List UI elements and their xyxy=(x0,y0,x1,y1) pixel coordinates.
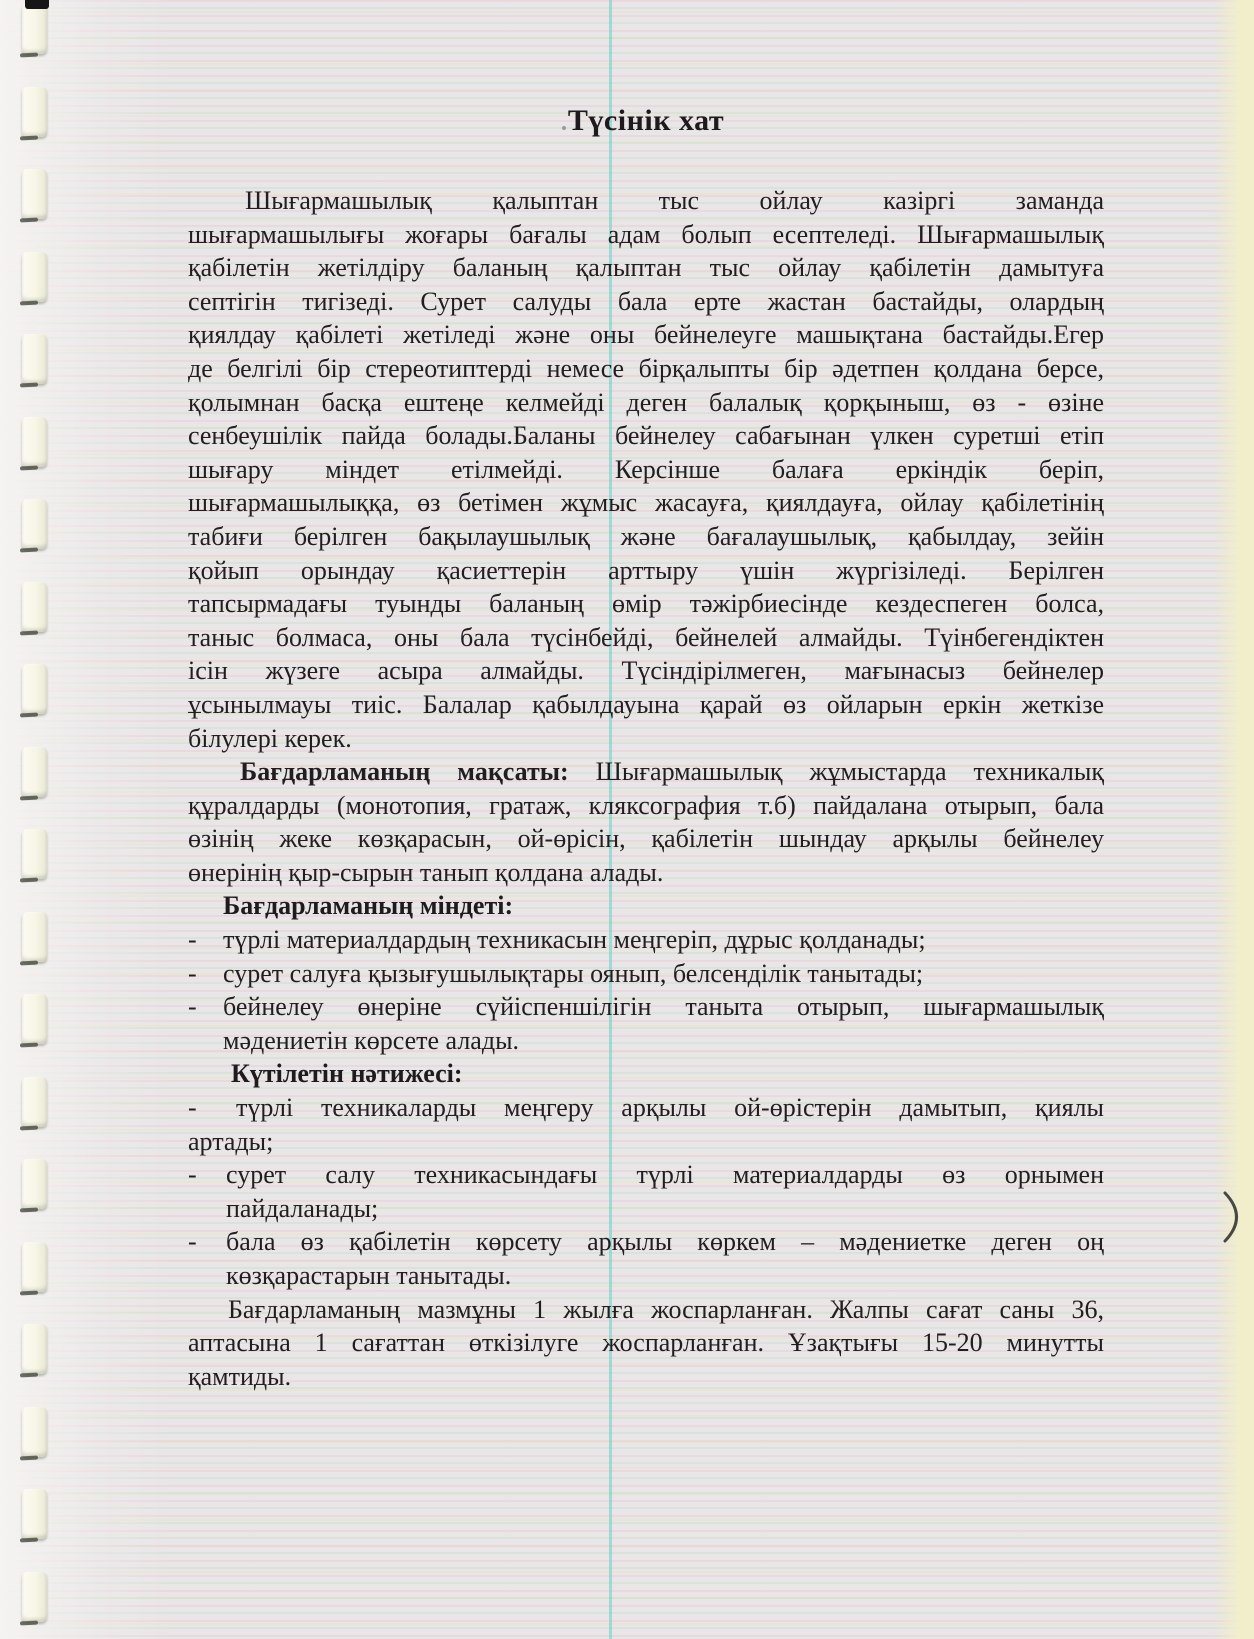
text-line: Бағдарламаның мақсаты: Шығармашылық жұмыстарда техникалық xyxy=(240,757,1104,787)
binding-hole xyxy=(22,1489,47,1539)
text-line: қамтиды. xyxy=(188,1361,292,1391)
hole-shadow xyxy=(20,1125,38,1130)
document-title: Түсінік хат xyxy=(567,104,725,137)
text-line: аптасына 1 сағаттан өткізілуге жоспарланған. Ұзақтығы 15-20 минутты xyxy=(188,1328,1104,1358)
text-line: бала өз қабілетін көрсету арқылы көркем – мәдениетке деген оң xyxy=(226,1227,1104,1257)
hole-shadow xyxy=(20,1373,38,1378)
binding-hole xyxy=(22,1407,47,1457)
hole-shadow xyxy=(20,795,38,800)
binding-hole xyxy=(22,582,47,632)
hole-shadow xyxy=(20,1290,38,1295)
hole-shadow xyxy=(20,218,38,223)
hole-shadow xyxy=(20,1208,38,1213)
list-dash: - xyxy=(188,992,197,1022)
hole-shadow xyxy=(20,465,38,470)
document-body xyxy=(188,184,1104,1393)
text-line: құралдарды (монотопия, гратаж, кляксография т.б) пайдалана отырып, бала xyxy=(188,790,1104,820)
hole-shadow xyxy=(20,630,38,635)
hole-shadow xyxy=(20,300,38,305)
list-dash: - xyxy=(188,1093,197,1123)
binding-hole xyxy=(22,994,47,1044)
goal-paragraph xyxy=(188,755,1104,889)
text-line: Бағдарламаның мазмұны 1 жылға жоспарланған. Жалпы сағат саны 36, xyxy=(228,1294,1104,1324)
outcome-item-2 xyxy=(188,1158,1104,1225)
hole-shadow xyxy=(20,1043,38,1048)
binding-hole xyxy=(22,1324,47,1374)
text-line: түрлі техникаларды меңгеру арқылы ой-өрістерін дамытып, қиялы xyxy=(236,1093,1104,1123)
text-line: сурет салу техникасындағы түрлі материалдарды өз орнымен xyxy=(226,1160,1104,1190)
text-line: өнерінің қыр-сырын танып қолдана алады. xyxy=(188,857,664,887)
binding-hole xyxy=(22,747,47,797)
text-line: өзінің жеке көзқарасын, ой-өрісін, қабілетін шындау арқылы бейнелеу xyxy=(188,824,1104,854)
hole-shadow xyxy=(20,135,38,140)
text-line: қиялдау қабілеті жетіледі және оны бейнелеуге машықтана бастайды.Егер xyxy=(188,320,1104,350)
text-line: септігін тигізеді. Сурет салуды бала ерте жастан бастайды, олардың xyxy=(188,286,1104,316)
hole-shadow xyxy=(20,713,38,718)
binding-hole xyxy=(22,1242,47,1292)
binding-hole xyxy=(22,499,47,549)
binding-hole xyxy=(22,664,47,714)
hole-shadow xyxy=(20,1620,38,1625)
text-line: сенбеушілік пайда болады.Баланы бейнелеу сабағынан үлкен суретші етіп xyxy=(188,421,1104,451)
text-line: қолымнан басқа ештеңе келмейді деген балалық қорқыныш, өз - өзіне xyxy=(188,387,1104,417)
text-line: пайдаланады; xyxy=(226,1193,379,1223)
binding-hole xyxy=(22,252,47,302)
text-line: шығармашылығы жоғары бағалы адам болып есептеледі. Шығармашылық xyxy=(188,219,1104,249)
objective-item-3 xyxy=(188,990,1104,1057)
hole-shadow xyxy=(20,1455,38,1460)
duration-paragraph xyxy=(188,1293,1104,1394)
outcomes-heading: Күтілетін нәтижесі: xyxy=(231,1059,463,1089)
text-line: шығару міндет етілмейді. Керсінше балаға еркіндік беріп, xyxy=(188,454,1104,484)
text-line: де белгілі бір стереотиптерді немесе бірқалыпты бір әдетпен қолдана берсе, xyxy=(188,353,1104,383)
text-line: таныс болмаса, оны бала түсінбейді, бейнелей алмайды. Түінбегендіктен xyxy=(188,622,1104,652)
binding-hole xyxy=(22,912,47,962)
objective-item-2 xyxy=(188,957,1104,991)
binding-hole xyxy=(22,4,47,54)
document-content xyxy=(188,104,1104,1393)
binding-hole xyxy=(22,1159,47,1209)
text-line: бейнелеу өнеріне сүйіспеншілігін таныта отырып, шығармашылық xyxy=(223,992,1104,1022)
binding-hole xyxy=(22,334,47,384)
binding-hole xyxy=(22,1077,47,1127)
text-line: тапсырмадағы туынды баланың өмір тәжірбиесінде кездеспеген болса, xyxy=(188,589,1104,619)
list-dash: - xyxy=(188,1227,197,1257)
binding-hole xyxy=(22,87,47,137)
text-line: Шығармашылық қалыптан тыс ойлау казіргі заманда xyxy=(245,186,1104,215)
outcome-item-1 xyxy=(188,1091,1104,1158)
list-dash: - xyxy=(188,1160,197,1190)
objectives-heading: Бағдарламаның міндеті: xyxy=(223,891,514,921)
hole-shadow xyxy=(20,1538,38,1543)
objective-item-1 xyxy=(188,923,1104,957)
outcome-item-3 xyxy=(188,1225,1104,1292)
text-line: мәдениетін көрсете алады. xyxy=(223,1025,520,1055)
text-line: табиғи берілген бақылаушылық және бағалаушылық, қабылдау, зейін xyxy=(188,521,1104,551)
text-line: сурет салуға қызығушылықтары оянып, белсенділік танытады; xyxy=(223,958,924,988)
text-line: ұсынылмауы тиіс. Балалар қабылдауына қарай өз ойларын еркін жеткізе xyxy=(188,689,1104,719)
binding-hole xyxy=(22,1572,47,1622)
hole-shadow xyxy=(20,548,38,553)
hole-shadow xyxy=(20,878,38,883)
binding-hole xyxy=(22,169,47,219)
list-dash: - xyxy=(188,925,197,955)
hole-shadow xyxy=(20,960,38,965)
binding-hole xyxy=(22,417,47,467)
binding-top-shadow xyxy=(25,0,49,9)
intro-paragraph xyxy=(188,184,1104,755)
text-line: көзқарастарын танытады. xyxy=(226,1261,512,1290)
list-dash: - xyxy=(188,958,197,988)
hole-shadow xyxy=(20,53,38,58)
binding-hole xyxy=(22,829,47,879)
text-line: түрлі материалдардың техникасын меңгеріп, дұрыс қолданады; xyxy=(223,925,926,955)
text-line: қабілетін жетілдіру баланың қалыптан тыс ойлау қабілетін дамытуға xyxy=(188,253,1104,283)
text-line: білулері керек. xyxy=(188,723,352,753)
text-line: ісін жүзеге асыра алмайды. Түсіндірілмеген, мағынасыз бейнелер xyxy=(188,656,1104,686)
handwritten-paren-mark xyxy=(1221,1190,1251,1244)
text-line: қойып орындау қасиеттерін арттыру үшін жүргізіледі. Берілген xyxy=(188,555,1104,585)
text-line: артады; xyxy=(188,1126,274,1156)
hole-shadow xyxy=(20,383,38,388)
text-line: шығармашылыққа, өз бетімен жұмыс жасауға, қиялдауға, ойлау қабілетінің xyxy=(188,488,1104,518)
